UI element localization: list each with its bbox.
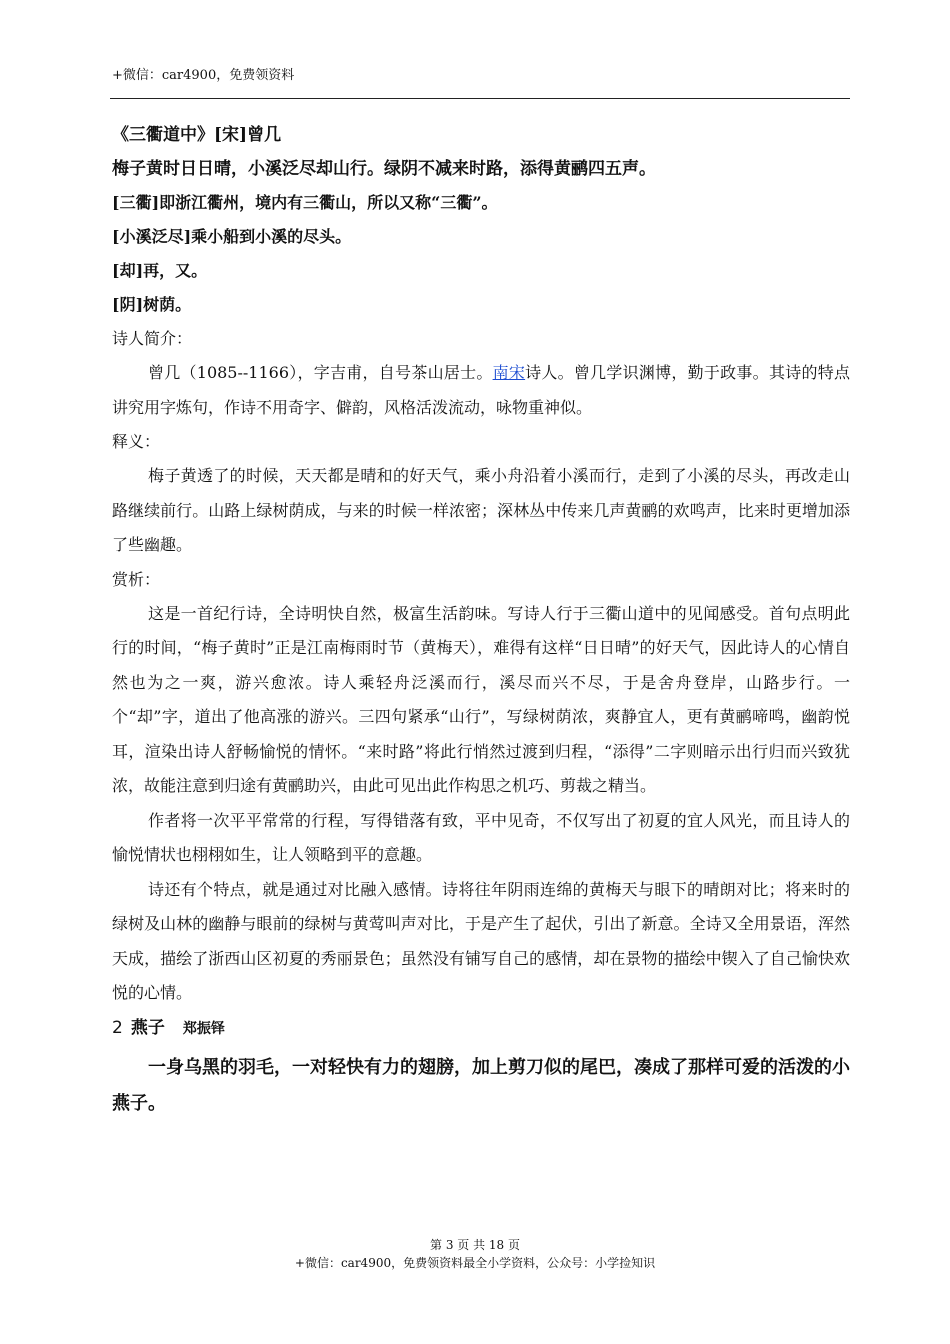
intro-paragraph bbox=[112, 356, 850, 425]
section-number: 2 bbox=[112, 1017, 123, 1038]
section-title: 燕子 bbox=[130, 1017, 165, 1038]
meaning-label: 释义： bbox=[112, 432, 161, 451]
section-author: 郑振铎 bbox=[182, 1020, 225, 1037]
poem-note: [阴]树荫。 bbox=[112, 295, 192, 314]
page-content bbox=[112, 118, 850, 1140]
intro-text-before: 曾几（1085--1166），字吉甫，自号茶山居士。 bbox=[148, 363, 493, 382]
analysis-label: 赏析： bbox=[112, 569, 161, 589]
poem-verse: 梅子黄时日日晴，小溪泛尽却山行。绿阴不减来时路，添得黄鹂四五声。 bbox=[112, 159, 656, 179]
analysis-paragraph: 诗还有个特点，就是通过对比融入感情。诗将往年阴雨连绵的黄梅天与眼下的晴朗对比；将来时的绿树及山林的幽静与眼前的绿树与黄莺叫声对比，于是产生了起伏，引出了新意。全诗又全用景语，浑然天成，描绘了浙西山区初夏的秀丽景色；虽然没有铺写自己的感情，却在景物的描绘中锲入了自己愉快欢悦的心情。 bbox=[112, 879, 850, 1002]
intro-text-after: 诗人。曾几学识渊博，勤于政事。其诗的特点讲究用字炼句，作诗不用奇字、僻韵，风格活泼流动，咏物重神似。 bbox=[112, 363, 850, 417]
poem-note: [小溪泛尽]乘小船到小溪的尽头。 bbox=[112, 227, 352, 246]
page-number: 第 3 页 共 18 页 bbox=[430, 1238, 520, 1252]
analysis-paragraph: 这是一首纪行诗，全诗明快自然，极富生活韵味。写诗人行于三衢山道中的见闻感受。首句点明此行的时间，“梅子黄时”正是江南梅雨时节（黄梅天），难得有这样“日日晴”的好天气，因此诗人的心情自然也为之一爽，游兴愈浓。诗人乘轻舟泛溪而行，溪尽而兴不尽，于是舍舟登岸，山路步行。一个“却”字，道出了他高涨的游兴。三四句紧承“山行”，写绿树荫浓，爽静宜人，更有黄鹂啼鸣，幽韵悦耳，渲染出诗人舒畅愉悦的情怀。“来时路”将此行悄然过渡到归程，“添得”二字则暗示出行归而兴致犹浓，故能注意到归途有黄鹂助兴，由此可见出此作构思之机巧、剪裁之精当。 bbox=[112, 603, 850, 795]
header-divider bbox=[110, 98, 850, 99]
section-lead-paragraph: 一身乌黑的羽毛，一对轻快有力的翅膀，加上剪刀似的尾巴，凑成了那样可爱的活泼的小燕子。 bbox=[112, 1056, 850, 1114]
footer-note: +微信：car4900，免费领资料最全小学资料，公众号：小学捡知识 bbox=[294, 1256, 656, 1270]
header-note: +微信：car4900，免费领资料 bbox=[112, 68, 295, 83]
intro-label: 诗人简介： bbox=[112, 329, 193, 348]
section-heading bbox=[112, 1011, 850, 1046]
southern-song-link[interactable]: 南宋 bbox=[492, 363, 526, 382]
poem-note: [却]再，又。 bbox=[112, 261, 208, 280]
poem-title: 《三衢道中》[宋]曾几 bbox=[112, 125, 282, 145]
poem-note: [三衢]即浙江衢州，境内有三衢山，所以又称“三衢”。 bbox=[112, 193, 498, 212]
analysis-paragraph: 作者将一次平平常常的行程，写得错落有致，平中见奇，不仅写出了初夏的宜人风光，而且诗人的愉悦情状也栩栩如生，让人领略到平的意趣。 bbox=[112, 810, 850, 864]
meaning-paragraph: 梅子黄透了的时候，天天都是晴和的好天气，乘小舟沿着小溪而行，走到了小溪的尽头，再改走山路继续前行。山路上绿树荫成，与来的时候一样浓密；深林丛中传来几声黄鹂的欢鸣声，比来时更增加添了些幽趣。 bbox=[112, 466, 850, 554]
